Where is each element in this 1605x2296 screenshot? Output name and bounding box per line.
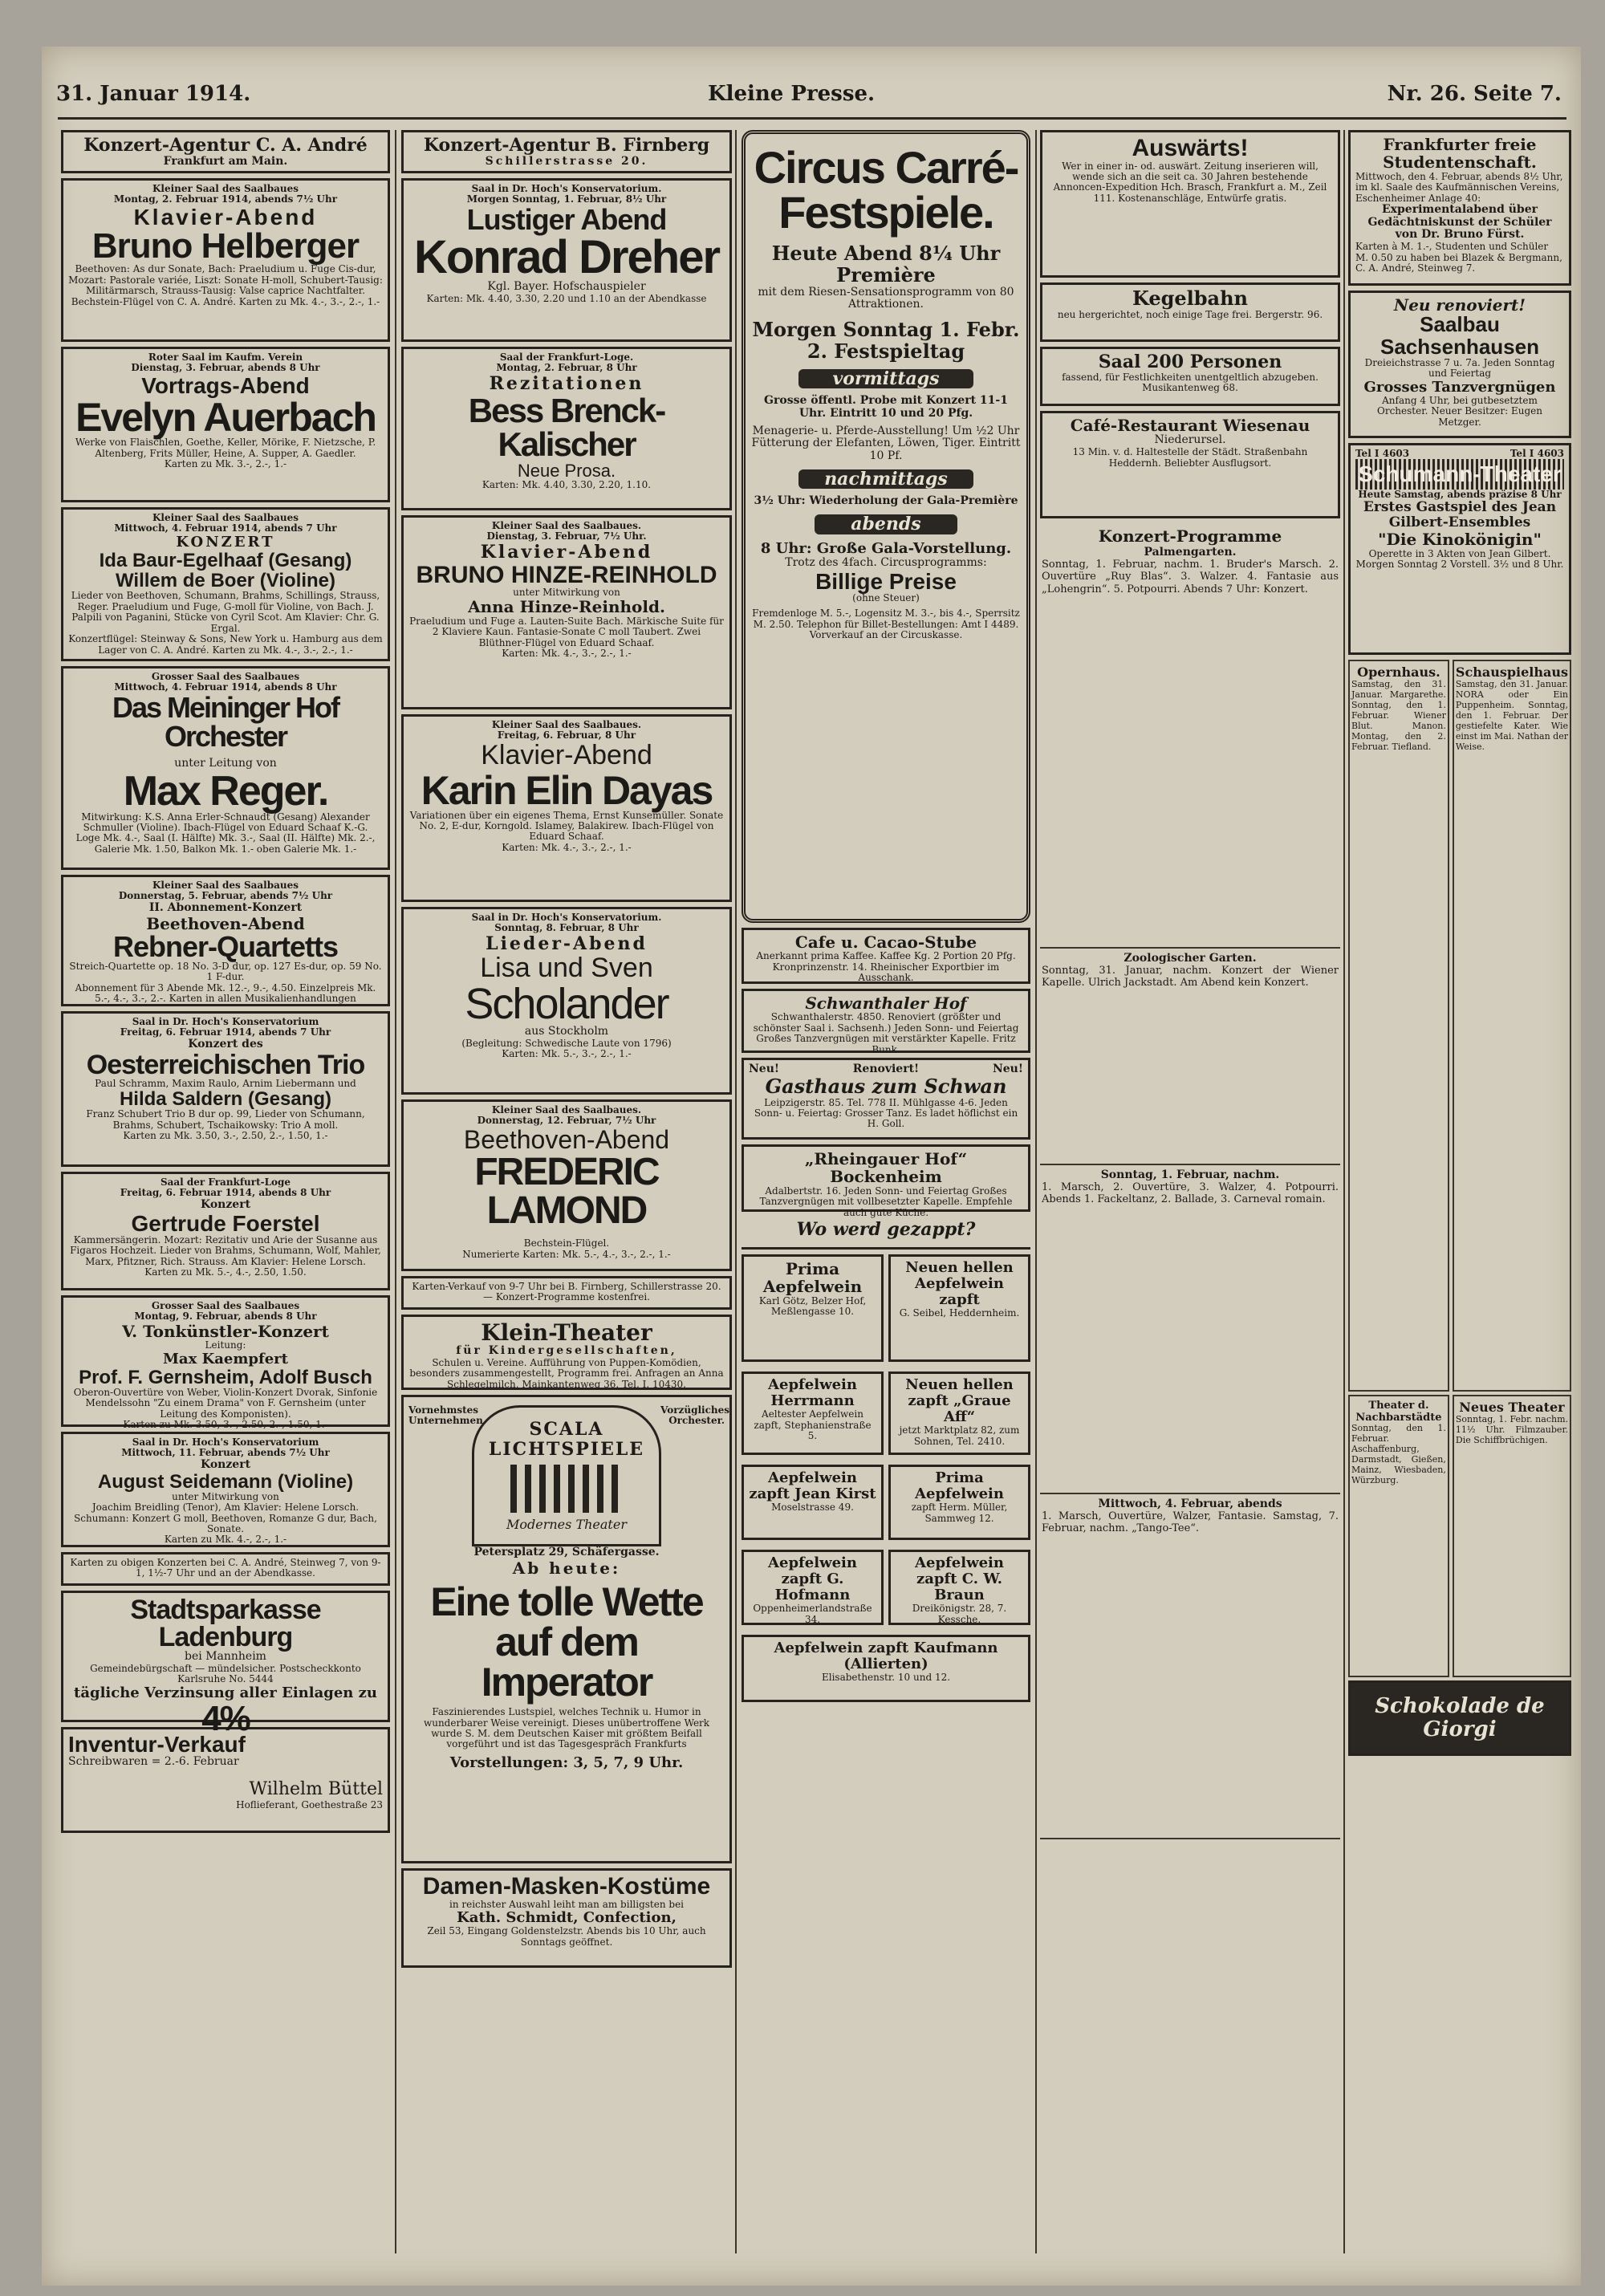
ad-oesterreichisches-trio: Saal in Dr. Hoch's Konservatorium Freitag, 6. Februar 1914, abends 7 Uhr Konzert des Oesterreichischen Trio Paul Schramm, Maxim Raulo, Arnim Liebermann und Hilda Saldern (Gesang) Franz Schubert Trio B dur op. 99, Lieder von Schumann, Brahms, Schubert, Tschaikowsky: Trio A moll. Karten zu Mk. 3.50, 3.-, 2.50, 2.-, 1.50, 1.- xyxy=(61,1011,390,1167)
ad-aepfelwein: Aepfelwein zapft G. Hofmann Oppenheimerlandstraße 34. xyxy=(742,1550,884,1625)
ad-rheingauer-hof: „Rheingauer Hof“ Bockenheim Adalbertstr. 16. Jeden Sonn- und Feiertag Großes Tanzvergnügen mit vollbesetzter Kapelle. Empfehle auch gute Küche. xyxy=(742,1144,1030,1212)
column-1 xyxy=(61,130,390,2253)
ad-saal-200: Saal 200 Personen fassend, für Festlichkeiten unentgeltlich abzugeben. Musikantenweg 68. xyxy=(1040,347,1340,406)
konzert-programme-sunday: Sonntag, 1. Februar, nachm. 1. Marsch, 2. Ouvertüre, 3. Walzer, 4. Potpourri. Abends 1. Fackeltanz, 2. Ballade, 3. Carneval romain. xyxy=(1040,1165,1340,1494)
ad-studentenschaft: Frankfurter freie Studentenschaft. Mittwoch, den 4. Februar, abends 8½ Uhr, im kl. Saale des Kaufmännischen Vereins, Eschenheimer Anlage 40: Experimentalabend über Gedächtniskunst der Schüler von Dr. Bruno Fürst. Karten à M. 1.-, Studenten und Schüler M. 0.50 zu haben bei Blazek & Bergmann, C. A. André, Steinweg 7. xyxy=(1348,130,1571,286)
ad-hinze-reinhold: Kleiner Saal des Saalbaues. Dienstag, 3. Februar, 7½ Uhr. Klavier-Abend BRUNO HINZE-REINHOLD unter Mitwirkung von Anna Hinze-Reinhold. Praeludium und Fuge a. Lauten-Suite Bach. Märkische Suite für 2 Klaviere Kaun. Fantasie-Sonate C moll Taubert. Zwei Blüthner-Flügel von Eduard Schaaf. Karten: Mk. 4.-, 3.-, 2.-, 1.- xyxy=(401,515,732,709)
section-wo-werd-gezappt: Wo werd gezappt? xyxy=(742,1217,1030,1250)
scala-logo: SCALA LICHTSPIELE Modernes Theater xyxy=(472,1405,661,1546)
ad-aepfelwein: Aepfelwein zapft C. W. Braun Dreikönigstr. 28, 7. Kessche. xyxy=(888,1550,1030,1625)
ad-brenck-kalischer: Saal der Frankfurt-Loge. Montag, 2. Februar, 8 Uhr Rezitationen Bess Brenck-Kalischer Neue Prosa. Karten: Mk. 4.40, 3.30, 2.20, 1.10. xyxy=(401,347,732,510)
ad-schwanthaler-hof: Schwanthaler Hof Schwanthalerstr. 4850. Renoviert (größter und schönster Saal i. Sachsenh.) Jeden Sonn- und Feiertag Großes Tanzvergnügen mit verstärkter Kapelle. Fritz Bunk. xyxy=(742,989,1030,1053)
newspaper-page xyxy=(42,47,1581,2286)
ad-circus-carre: Circus Carré-Festspiele. Heute Abend 8¼ Uhr Première mit dem Riesen-Sensationsprogramm von 80 Attraktionen. Morgen Sonntag 1. Febr. 2. Festspieltag vormittags Grosse öffentl. Probe mit Konzert 11-1 Uhr. Eintritt 10 und 20 Pfg. Menagerie- u. Pferde-Ausstellung! Um ½2 Uhr Fütterung der Elefanten, Löwen, Tiger. Eintritt 10 Pf. nachmittags 3½ Uhr: Wiederholung der Gala-Première abends 8 Uhr: Große Gala-Vorstellung. Trotz des 4fach. Circusprogramms: Billige Preise (ohne Steuer) Fremdenloge M. 5.-, Logensitz M. 3.-, bis 4.-, Sperrsitz M. 2.50. Telephon für Billet-Bestellungen: Amt I 4489. Vorverkauf an der Circuskasse. xyxy=(742,130,1030,923)
ad-baur-egelhaaf: Kleiner Saal des Saalbaues Mittwoch, 4. Februar 1914, abends 7 Uhr KONZERT Ida Baur-Egelhaaf (Gesang) Willem de Boer (Violine) Lieder von Beethoven, Schumann, Brahms, Schillings, Strauss, Reger. Praeludium und Fuge, G-moll für Violine, von Bach. J. Palpili von Paganini, Stücke von Cyril Scot. Am Klavier: Chr. G. Ergal. Konzertflügel: Steinway & Sons, New York u. Hamburg aus dem Lager von C. A. André. Karten zu Mk. 4.-, 3.-, 2.-, 1.- xyxy=(61,507,390,661)
ad-scholander: Saal in Dr. Hoch's Konservatorium. Sonntag, 8. Februar, 8 Uhr Lieder-Abend Lisa und Sven Scholander aus Stockholm (Begleitung: Schwedische Laute von 1796) Karten: Mk. 5.-, 3.-, 2.-, 1.- xyxy=(401,907,732,1095)
ad-aepfelwein: Prima Aepfelwein zapft Herm. Müller, Sammweg 12. xyxy=(888,1465,1030,1540)
ad-auswaerts: Auswärts! Wer in einer in- od. auswärt. Zeitung inserieren will, wende sich an die seit ca. 30 Jahren bestehende Annoncen-Expedition Hch. Brasch, Frankfurt a. M., Zeil 111. Kostenanschläge, Entwürfe gratis. xyxy=(1040,130,1340,278)
andre-ticket-note: Karten zu obigen Konzerten bei C. A. André, Steinweg 7, von 9-1, 1½-7 Uhr und an der Abendkasse. xyxy=(61,1552,390,1586)
column-4 xyxy=(1040,130,1340,2253)
ad-klein-theater: Klein-Theater für Kindergesellschaften, Schulen u. Vereine. Aufführung von Puppen-Komödien, besonders zusammengestellt, Programm frei. Anfragen an Anna Schlegelmilch, Mainkantenweg 36. Tel. I. 10430. xyxy=(401,1315,732,1390)
ad-masken-kostueme: Damen-Masken-Kostüme in reichster Auswahl leiht man am billigsten bei Kath. Schmidt, Confection, Zeil 53, Eingang Goldenstelzstr. Abends bis 10 Uhr, auch Sonntags geöffnet. xyxy=(401,1868,732,1968)
konzert-programme-zoo: Zoologischer Garten. Sonntag, 31. Januar, nachm. Konzert der Wiener Kapelle. Ulrich Jackstadt. Am Abend kein Konzert. xyxy=(1040,949,1340,1165)
ad-cafe-cacao: Cafe u. Cacao-Stube Anerkannt prima Kaffee. Kaffee Kg. 2 Portion 20 Pfg. Kronprinzenstr. 14. Rheinischer Exportbier im Ausschank. xyxy=(742,928,1030,984)
aepfelwein-grid xyxy=(742,1254,1030,1707)
ad-andre-header: Konzert-Agentur C. A. André Frankfurt am Main. xyxy=(61,130,390,173)
konzert-programme-palmengarten: Konzert-Programme Palmengarten. Sonntag, 1. Februar, nachm. 1. Bruder's Marsch. 2. Ouvertüre „Ruy Blas“. 3. Walzer. 4. Fantasie aus „Lohengrin“. 5. Potpourri. Abends 7 Uhr: Konzert. xyxy=(1040,523,1340,949)
ad-gasthaus-schwan: Neu! Renoviert! Neu! Gasthaus zum Schwan Leipzigerstr. 85. Tel. 778 II. Mühlgasse 4-6. Jeden Sonn- u. Feiertag: Grosser Tanz. Es ladet höflichst ein H. Goll. xyxy=(742,1058,1030,1140)
ad-aepfelwein: Prima Aepfelwein Karl Götz, Belzer Hof, Meßlengasse 10. xyxy=(742,1254,884,1362)
ad-kegelbahn: Kegelbahn neu hergerichtet, noch einige Tage frei. Bergerstr. 96. xyxy=(1040,282,1340,342)
ad-firnberg-header: Konzert-Agentur B. Firnberg Schillerstrasse 20. xyxy=(401,130,732,173)
ad-dayas: Kleiner Saal des Saalbaues. Freitag, 6. Februar, 8 Uhr Klavier-Abend Karin Elin Dayas Variationen über ein eigenes Thema, Ernst Kunsemüller. Sonate No. 2, E-dur, Korngold. Islamey, Balakirew. Ibach-Flügel von Eduard Schaaf. Karten: Mk. 4.-, 3.-, 2.-, 1.- xyxy=(401,714,732,902)
column-divider xyxy=(1343,130,1345,2253)
ad-helberger: Kleiner Saal des Saalbaues Montag, 2. Februar 1914, abends 7½ Uhr Klavier-Abend Bruno Helberger Beethoven: As dur Sonate, Bach: Praeludium u. Fuge Cis-dur, Mozart: Pastorale variée, Liszt: Sonate H-moll, Schubert-Tausig: Militärmarsch, Strauss-Tausig: Valse caprice Nachtfalter. Bechstein-Flügel von C. A. André. Karten zu Mk. 4.-, 3.-, 2.-, 1.- xyxy=(61,178,390,342)
column-divider xyxy=(735,130,737,2253)
theater-listings xyxy=(1348,660,1571,1761)
ad-dreher: Saal in Dr. Hoch's Konservatorium. Morgen Sonntag, 1. Februar, 8½ Uhr Lustiger Abend Konrad Dreher Kgl. Bayer. Hofschauspieler Karten: Mk. 4.40, 3.30, 2.20 und 1.10 an der Abendkasse xyxy=(401,178,732,342)
ad-schumann-theater: Tel I 4603 Tel I 4603 Schumann-Theater Heute Samstag, abends präzise 8 Uhr Erstes Gastspiel des Jean Gilbert-Ensembles "Die Kinokönigin" Operette in 3 Akten von Jean Gilbert. Morgen Sonntag 2 Vorstell. 3½ und 8 Uhr. xyxy=(1348,443,1571,655)
ad-rebner: Kleiner Saal des Saalbaues Donnerstag, 5. Februar, abends 7½ Uhr II. Abonnement-Konzert Beethoven-Abend Rebner-Quartetts Streich-Quartette op. 18 No. 3-D dur, op. 127 Es-dur, op. 59 No. 1 F-dur. Abonnement für 3 Abende Mk. 12.-, 9.-, 4.50. Einzelpreis Mk. 5.-, 4.-, 3.-, 2.-. Karten in allen Musikalienhandlungen xyxy=(61,875,390,1006)
ad-auerbach: Roter Saal im Kaufm. Verein Dienstag, 3. Februar, abends 8 Uhr Vortrags-Abend Evelyn Auerbach Werke von Flaischlen, Goethe, Keller, Mörike, F. Nietzsche, P. Altenberg, Frits Müller, Heine, A. Supper, A. Gaedler. Karten zu Mk. 3.-, 2.-, 1.- xyxy=(61,347,390,502)
ad-aepfelwein: Neuen hellen zapft „Graue Aff“ jetzt Marktplatz 82, zum Sohnen, Tel. 2410. xyxy=(888,1372,1030,1455)
column-divider xyxy=(1035,130,1037,2253)
ad-meininger: Grosser Saal des Saalbaues Mittwoch, 4. Februar 1914, abends 8 Uhr Das Meininger Hof Orchester unter Leitung von Max Reger. Mitwirkung: K.S. Anna Erler-Schnaudt (Gesang) Alexander Schmuller (Violine). Ibach-Flügel von Eduard Schaaf K.-G. Loge Mk. 4.-, Saal (I. Hälfte) Mk. 3.-, Saal (II. Hälfte) Mk. 2.-, Galerie Mk. 1.50, Balkon Mk. 1.- oben Galerie Mk. 1.- xyxy=(61,666,390,870)
konzert-programme-wednesday: Mittwoch, 4. Februar, abends 1. Marsch, Ouvertüre, Walzer, Fantasie. Samstag, 7. Februar, nachm. „Tango-Tee“. xyxy=(1040,1494,1340,1839)
ad-saalbau-sachsenhausen: Neu renoviert! Saalbau Sachsenhausen Dreieichstrasse 7 u. 7a. Jeden Sonntag und Feiertag Grosses Tanzvergnügen Anfang 4 Uhr, bei gutbesetztem Orchester. Neuer Besitzer: Eugen Metzger. xyxy=(1348,291,1571,438)
ad-wiesenau: Café-Restaurant Wiesenau Niederursel. 13 Min. v. d. Haltestelle der Städt. Straßenbahn Heddernh. Beliebter Ausflugsort. xyxy=(1040,411,1340,518)
column-2 xyxy=(401,130,732,2253)
column-3 xyxy=(742,130,1030,2253)
column-divider xyxy=(395,130,396,2253)
ad-schokolade-de-giorgi: Schokolade de Giorgi xyxy=(1348,1680,1571,1756)
ad-foerstel: Saal der Frankfurt-Loge Freitag, 6. Februar 1914, abends 8 Uhr Konzert Gertrude Foerstel Kammersängerin. Mozart: Rezitativ und Arie der Susanne aus Figaros Hochzeit. Lieder von Brahms, Schumann, Wolf, Mahler, Marx, Pfitzner, Rich. Strauss. Am Klavier: Helene Lorsch. Karten zu Mk. 5.-, 4.-, 2.50, 1.50. xyxy=(61,1172,390,1290)
theater-columns-icon xyxy=(510,1465,623,1513)
ad-aepfelwein: Aepfelwein Herrmann Aeltester Aepfelwein zapft, Stephanienstraße 5. xyxy=(742,1372,884,1455)
nachbarstaedte-listing: Theater d. Nachbarstädte Sonntag, den 1. Februar. Aschaffenburg, Darmstadt, Gießen, Mainz, Wiesbaden, Würzburg. xyxy=(1348,1395,1449,1677)
ad-aepfelwein: Aepfelwein zapft Kaufmann (Allierten) Elisabethenstr. 10 und 12. xyxy=(742,1635,1030,1702)
neues-theater-listing: Neues Theater Sonntag, 1. Febr. nachm. 11½ Uhr. Filmzauber. Die Schiffbrüchigen. xyxy=(1453,1395,1571,1677)
ad-aepfelwein: Neuen hellen Aepfelwein zapft G. Seibel, Heddernheim. xyxy=(888,1254,1030,1362)
page-number: Nr. 26. Seite 7. xyxy=(1387,82,1562,106)
ad-aepfelwein: Aepfelwein zapft Jean Kirst Moselstrasse 49. xyxy=(742,1465,884,1540)
opernhaus-listing: Opernhaus. Samstag, den 31. Januar. Margarethe. Sonntag, den 1. Februar. Wiener Blut. Manon. Montag, den 2. Februar. Tiefland. xyxy=(1348,660,1449,1392)
ad-inventur-verkauf: Inventur-Verkauf Schreibwaren = 2.-6. Februar Wilhelm Büttel Hoflieferant, Goethestraße 23 xyxy=(61,1727,390,1833)
firnberg-ticket-note: Karten-Verkauf von 9-7 Uhr bei B. Firnberg, Schillerstrasse 20. — Konzert-Programme kostenfrei. xyxy=(401,1276,732,1310)
ad-seidemann: Saal in Dr. Hoch's Konservatorium Mittwoch, 11. Februar, abends 7½ Uhr Konzert August Seidemann (Violine) unter Mitwirkung von Joachim Breidling (Tenor), Am Klavier: Helene Lorsch. Schumann: Konzert G moll, Beethoven, Romanze G dur, Bach, Sonate. Karten zu Mk. 4.-, 2.-, 1.- xyxy=(61,1432,390,1547)
ad-scala-lichtspiele: Vornehmstes Unternehmen Vorzügliches Orchester. SCALA LICHTSPIELE Modernes Theater Petersplatz 29, Schäfergasse. Ab heute: Eine tolle Wette auf dem Imperator Faszinierendes Lustspiel, welches Technik u. Humor in wunderbarer Weise vereinigt. Dieses unübertroffene Werk wurde S. M. dem Deutschen Kaiser mit größtem Beifall vorgeführt und ist das Tagesgespräch Frankfurts Vorstellungen: 3, 5, 7, 9 Uhr. xyxy=(401,1395,732,1863)
ad-lamond: Kleiner Saal des Saalbaues. Donnerstag, 12. Februar, 7½ Uhr Beethoven-Abend FREDERIC LAMOND Bechstein-Flügel. Numerierte Karten: Mk. 5.-, 4.-, 3.-, 2.-, 1.- xyxy=(401,1099,732,1271)
ad-sparkasse-ladenburg: Stadtsparkasse Ladenburg bei Mannheim Gemeindebürgschaft — mündelsicher. Postscheckkonto Karlsruhe No. 5444 tägliche Verzinsung aller Einlagen zu 4% xyxy=(61,1591,390,1722)
paper-title: Kleine Presse. xyxy=(708,82,876,106)
column-5 xyxy=(1348,130,1571,2253)
schauspielhaus-listing: Schauspielhaus Samstag, den 31. Januar. NORA oder Ein Puppenheim. Sonntag, den 1. Februar. Der gestiefelte Kater. Wie einst im Mai. Nathan der Weise. xyxy=(1453,660,1571,1392)
issue-date: 31. Januar 1914. xyxy=(56,82,251,106)
ad-tonkuenstler: Grosser Saal des Saalbaues Montag, 9. Februar, abends 8 Uhr V. Tonkünstler-Konzert Leitung: Max Kaempfert Prof. F. Gernsheim, Adolf Busch Oberon-Ouvertüre von Weber, Violin-Konzert Dvorak, Sinfonie Mendelssohn "Zu einem Drama" von F. Gernsheim (unter Leitung des Komponisten). Karten zu Mk. 3.50, 3.-, 2.50, 2.-, 1.50, 1.- xyxy=(61,1295,390,1427)
header-rule xyxy=(58,117,1566,120)
